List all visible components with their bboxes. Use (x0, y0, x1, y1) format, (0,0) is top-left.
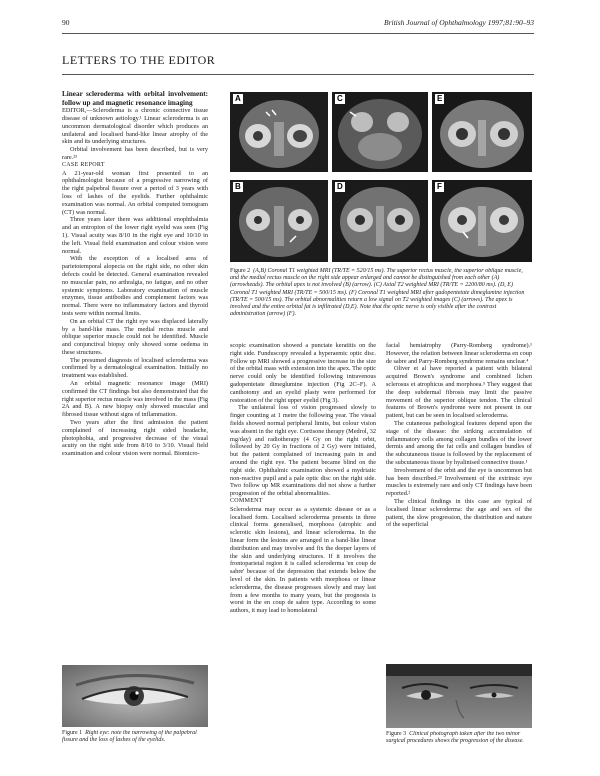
mri-panel-b (230, 180, 328, 262)
figure-2-label: Figure 2 (230, 268, 251, 274)
journal-citation: British Journal of Ophthalmology 1997;81:90–93 (384, 18, 534, 27)
paragraph: facial hemiatrophy (Parry-Romberg syndrome).¹ However, the relation between linear scleroderma en coup de sabre and Parry-Romberg syndrome remains unclear.⁴ (386, 342, 532, 365)
mri-panel-e (432, 92, 532, 172)
mri-panel-c (332, 92, 428, 172)
figure-1-caption (62, 730, 208, 756)
paragraph: Involvement of the orbit and the eye is uncommon but has been described.²³ Involvement of the extrinsic eye muscles is extremely rare and only CT findings have been reported.² (386, 466, 532, 498)
paragraph: Two years after the first admission the patient complained of increasing right sided headache, photophobia, and progressive decrease of the visual acuity on the right side from 8/10 to 3/10. Visual field examination and colour vision were normal. Biomicro- (62, 419, 208, 458)
figure-1-photo (62, 665, 208, 727)
panel-label-c: C (337, 94, 343, 103)
column-3 (386, 342, 532, 660)
figure-3-photo (386, 664, 532, 728)
paragraph: An orbital magnetic resonance image (MRI) confirmed the CT findings but also demonstrated that the right superior rectus muscle was involved in the mass (Fig 2A and B). A new biopsy only showed muscular and fibrosed tissue without signs of inflammation. (62, 380, 208, 419)
letter-title: Linear scleroderma with orbital involvement: follow up and magnetic resonance imaging (62, 90, 208, 107)
mri-panel-f (432, 180, 532, 262)
panel-label-f: F (437, 182, 442, 191)
column-2 (230, 342, 376, 756)
paragraph: Three years later there was additional enophthalmia and an entropion of the lower right eyelid was seen (Fig 1). Visual acuity was 8/10 in the right eye and 10/10 in the left. Visual field examination and colour vision were normal. (62, 216, 208, 255)
paragraph: On an orbital CT the right eye was displaced laterally by a band-like mass. The medial rectus muscle and oblique superior muscle could not be identified. Muscle and conjunctival biopsy only showed some oedema in these structures. (62, 317, 208, 356)
comment-heading: COMMENT (230, 497, 263, 504)
header-rule (62, 33, 534, 34)
panel-label-b: B (235, 182, 241, 191)
column-1 (62, 90, 208, 660)
running-header (62, 18, 534, 32)
paragraph: The clinical findings in this case are typical of localised linear scleroderma: the age and sex of the patient, the slow progression, the distribution and nature of the superficial (386, 497, 532, 529)
panel-label-e: E (437, 94, 443, 103)
figure-3-caption (386, 731, 532, 757)
mri-panel-a (230, 92, 328, 172)
paragraph: Oliver et al have reported a patient with bilateral acquired Brown's syndrome and combined lichen sclerosus et atrophicus and morphoea.⁵ They suggest that the deep subdermal fibrosis may limit the passive movement of the superior oblique tendon. The clinical features of Brown's syndrome were not present in our patient, but can be seen in localised scleroderma. (386, 365, 532, 420)
figure-3-caption-text: Clinical photograph taken after the two minor surgical procedures shows the progression of the disease. (386, 731, 524, 745)
panel-label-d: D (337, 182, 343, 191)
panel-label-a: A (235, 94, 241, 103)
page-number: 90 (62, 18, 70, 27)
paragraph: Orbital involvement has been described, but is very rare.²³ (62, 146, 208, 161)
section-rule (62, 74, 534, 75)
figure-1-caption-text: Right eye: note the narrowing of the palpebral fissure and the loss of lashes of the eyelids. (62, 730, 197, 744)
figure-1-label: Figure 1 (62, 730, 83, 736)
paragraph: The presumed diagnosis of localised scleroderma was confirmed by a dermatological examination. Initially no treatment was established. (62, 356, 208, 380)
figure-2-caption (230, 268, 532, 336)
paragraph: The unilateral loss of vision progressed slowly to finger counting at 1 metre the following year. The visual fields showed normal peripheral limits, but colour vision was absent in the right eye. Cortisone therapy (Medrol, 32 mg/day) and radiotherapy (4 Gy on the right orbit, followed by 20 Gy in fractions of 2 Gy) were initiated, but the patient complained of increasing pain in and around the right eye. The patient became blind on the right side. Ophthalmic examination showed a mydriatic non-reactive pupil and a pale optic disc on the right side. Two follow up MR examinations did not show a further progression of the orbital abnormalities. (230, 404, 376, 498)
mri-panel-d (332, 180, 428, 262)
paragraph: Scleroderma may occur as a systemic disease or as a localised form. Localised scleroderma presents in three clinical forms generalised, morphoea (atrophic and sclerotic skin lesions), and linear scleroderma. In the linear form the lesions are arranged in a band-like linear distribution and may involve and fix the deeper layers of the skin and underlying structures. If it involves the frontoparietal region it is called scleroderma 'en coup de sabre' because of the depression that extends below the level of the skin. In patients with morphoea or linear scleroderma, the disease progresses slowly and may last from a few months to many years, but the prognosis is worst in the en coup de sabre type. According to some authors, it may lead to homolateral (230, 505, 376, 615)
paragraph: With the exception of a localised area of parietotemporal alopecia on the right side, no other skin defects could be detected. General examination revealed no muscular pain, no arthralgia, no fatigue, and no other systemic symptoms. Laboratory examination of muscle enzymes, tissue antibodies and complement factors was normal. There were no inflammatory factors and thyroid tests were within normal limits. (62, 255, 208, 317)
case-report-heading: CASE REPORT (62, 161, 105, 168)
figure-2-caption-text: (A,B) Coronal T1 weighted MRI (TR/TE = 520/15 ms). The superior rectus muscle, the superior oblique muscle, and the medial rectus muscle on the right side appear enlarged and cannot be distinguished from each other (A) (arrowheads). The orbital apex is not involved (B) (arrow). (C) Axial T2 weighted MRI (TR/TE = 2200/80 ms). (D, E) Coronal T1 weighted MRI (TR/TE = 500/15 ms). (F) Coronal T1 weighted MRI after gadopentetate dimeglumine injection (TR/TE = 500/15 ms). The orbital abnormalities return a low signal on T2 weighted images (C) (arrows). The apex is involved and the entire orbital fat is infiltrated (D,E). Note that the optic nerve is only visible after the contrast administration (arrow) (F). (230, 268, 525, 318)
figure-3-label: Figure 3 (386, 731, 407, 737)
paragraph: scopic examination showed a punctate keratitis on the right side. Funduscopy revealed a hyperaemic optic disc. Follow up MRI showed a progressive increase in the size of the orbital mass with extension into the apex. The optic nerve could only be identified following intravenous gadopentetate dimeglumine injection (Fig 2C–F). A canthotomy and an eyelid plasty were performed for restoration of the right upper eyelid (Fig 3). (230, 342, 376, 404)
paragraph: EDITOR,—Scleroderma is a chronic connective tissue disease of unknown aetiology.¹ Linear scleroderma is an uncommon dermatological disorder which produces an unilateral and localised band-like linear atrophy of the skin and its underlying structures. (62, 107, 208, 146)
section-title: LETTERS TO THE EDITOR (62, 53, 216, 67)
paragraph: A 21-year-old woman first presented to an ophthalmologist because of a progressive narrowing of the right palpebral fissure over a period of 3 years with loss of lashes of the eyelids. Further ophthalmic examination was normal. An orbital computed tomogram (CT) was normal. (62, 169, 208, 216)
paragraph: The cutaneous pathological features depend upon the stage of the disease: the striking accumulation of inflammatory cells among collagen bundles of the lower dermis and among the fat cells and collagen bundles of the subcutaneous tissue is followed by the replacement of the subcutaneous tissue by hyalinised connective tissue.¹ (386, 419, 532, 466)
